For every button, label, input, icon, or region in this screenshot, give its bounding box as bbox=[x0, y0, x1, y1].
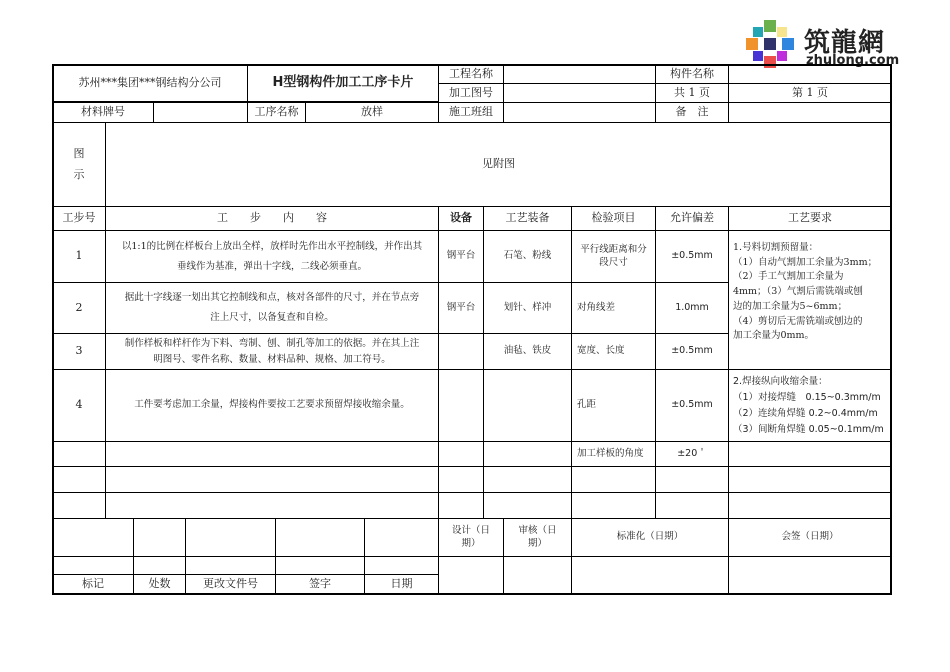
empty-row-2-no bbox=[52, 492, 106, 519]
req1-line-5: （4）剪切后无需铣端或刨边的 bbox=[733, 315, 863, 327]
footer-blank-d1 bbox=[275, 518, 365, 557]
diagram-label bbox=[52, 122, 106, 207]
process-label: 工序名称 bbox=[247, 102, 306, 123]
remark-label: 备 注 bbox=[655, 102, 729, 123]
step-3-content-line2: 明图号、零件名称、数量、材料品种、规格、加工符号。 bbox=[153, 353, 391, 365]
material-value[interactable] bbox=[153, 102, 248, 123]
signature-label: 签字 bbox=[275, 574, 365, 595]
empty-row-1-tooling bbox=[483, 466, 572, 493]
empty-row-2-requirements bbox=[728, 492, 892, 519]
step-2-equipment: 钢平台 bbox=[438, 282, 484, 334]
count-label: 处数 bbox=[133, 574, 186, 595]
step-1-no: 1 bbox=[52, 230, 106, 283]
diagram-label-line1: 图 bbox=[73, 146, 85, 160]
step-5-tooling bbox=[483, 441, 572, 467]
logo-name: 筑龍網 bbox=[804, 28, 886, 58]
req1-line-0: 1.号料切割预留量： bbox=[733, 242, 819, 253]
step-3-tooling: 油毡、铁皮 bbox=[483, 333, 572, 370]
col-equipment: 设备 bbox=[438, 206, 484, 231]
step-2-tooling: 划针、样冲 bbox=[483, 282, 572, 334]
step-5-inspection: 加工样板的角度 bbox=[571, 441, 656, 467]
empty-row-2-tolerance bbox=[655, 492, 729, 519]
drawing-no-value[interactable] bbox=[503, 83, 656, 103]
step-5-requirements bbox=[728, 441, 892, 467]
team-label: 施工班组 bbox=[438, 102, 504, 123]
component-name-label: 构件名称 bbox=[655, 64, 729, 84]
logo-url: zhulong.com bbox=[806, 53, 900, 68]
review-sign-cell[interactable] bbox=[503, 556, 572, 595]
step-3-content bbox=[105, 333, 439, 370]
footer-blank-a1 bbox=[52, 518, 134, 557]
footer-blank-b1 bbox=[133, 518, 186, 557]
step-4-tolerance: ±0.5mm bbox=[655, 369, 729, 442]
process-value: 放样 bbox=[305, 102, 439, 123]
req2-line-3: （3）间断角焊缝 0.05~0.1mm/m bbox=[733, 424, 884, 436]
step-5-no bbox=[52, 441, 106, 467]
material-label: 材料牌号 bbox=[52, 102, 154, 123]
diagram-label-line2: 示 bbox=[73, 167, 85, 181]
step-1-tooling: 石笔、粉线 bbox=[483, 230, 572, 283]
step-1-content-line1: 以1:1的比例在样板台上放出全样，放样时先作出水平控制线，并作出其 bbox=[121, 240, 423, 252]
standard-date-label: 标准化（日期） bbox=[571, 518, 729, 557]
empty-row-1-content bbox=[105, 466, 439, 493]
step-1-content-line2: 垂线作为基准，弹出十字线，二线必须垂直。 bbox=[176, 260, 367, 272]
req1-line-6: 加工余量为0mm。 bbox=[733, 330, 815, 342]
footer-blank-d2 bbox=[275, 556, 365, 575]
empty-row-2-equipment bbox=[438, 492, 484, 519]
empty-row-1-tolerance bbox=[655, 466, 729, 493]
req1-line-1: （1）自动气割加工余量为3mm； bbox=[733, 256, 878, 268]
component-name-value[interactable] bbox=[728, 64, 892, 84]
mark-label: 标记 bbox=[52, 574, 134, 595]
col-step-content: 工 步 内 容 bbox=[105, 206, 439, 231]
drawing-no-label: 加工图号 bbox=[438, 83, 504, 103]
step-2-tolerance: 1.0mm bbox=[655, 282, 729, 334]
step-3-inspection: 宽度、长度 bbox=[571, 333, 656, 370]
total-pages: 共 1 页 bbox=[655, 83, 729, 103]
step-5-content bbox=[105, 441, 439, 467]
col-tooling: 工艺装备 bbox=[483, 206, 572, 231]
step-3-no: 3 bbox=[52, 333, 106, 370]
footer-blank-a2 bbox=[52, 556, 134, 575]
col-requirements: 工艺要求 bbox=[728, 206, 892, 231]
req1-line-3: 4mm；（3）气割后需铣端或刨 bbox=[733, 286, 863, 298]
empty-row-1-no bbox=[52, 466, 106, 493]
step-2-no: 2 bbox=[52, 282, 106, 334]
col-inspection: 检验项目 bbox=[571, 206, 656, 231]
step-1-equipment: 钢平台 bbox=[438, 230, 484, 283]
req2-line-0: 2.焊接纵向收缩余量： bbox=[733, 376, 828, 387]
step-4-no: 4 bbox=[52, 369, 106, 442]
req2-line-1: （1）对接焊缝 0.15~0.3mm/m bbox=[733, 392, 881, 404]
footer-blank-c1 bbox=[185, 518, 276, 557]
doc-no-label: 更改文件号 bbox=[185, 574, 276, 595]
footer-blank-e2 bbox=[364, 556, 439, 575]
standard-sign-cell[interactable] bbox=[571, 556, 729, 595]
requirements-1 bbox=[728, 230, 892, 370]
footer-blank-c2 bbox=[185, 556, 276, 575]
footer-blank-e1 bbox=[364, 518, 439, 557]
step-3-tolerance: ±0.5mm bbox=[655, 333, 729, 370]
step-3-equipment bbox=[438, 333, 484, 370]
company-name: 苏州***集团***钢结构分公司 bbox=[52, 64, 248, 102]
step-4-tooling bbox=[483, 369, 572, 442]
project-name-label: 工程名称 bbox=[438, 64, 504, 84]
req2-line-2: （2）连续角焊缝 0.2~0.4mm/m bbox=[733, 408, 878, 420]
team-value[interactable] bbox=[503, 102, 656, 123]
step-5-tolerance: ±20＇ bbox=[655, 441, 729, 467]
empty-row-1-requirements bbox=[728, 466, 892, 493]
remark-value[interactable] bbox=[728, 102, 892, 123]
step-2-content-line2: 注上尺寸，以备复查和自检。 bbox=[210, 312, 334, 323]
countersign-sign-cell[interactable] bbox=[728, 556, 892, 595]
project-name-value[interactable] bbox=[503, 64, 656, 84]
card-title: H型钢构件加工工序卡片 bbox=[247, 64, 439, 102]
empty-row-2-content bbox=[105, 492, 439, 519]
date-label: 日期 bbox=[364, 574, 439, 595]
col-step-no: 工步号 bbox=[52, 206, 106, 231]
design-date-label: 设计（日期） bbox=[438, 518, 504, 557]
requirements-2 bbox=[728, 369, 892, 442]
req1-line-4: 边的加工余量为5~6mm； bbox=[733, 300, 848, 312]
step-2-content-line1: 据此十字线逐一划出其它控制线和点，核对各部件的尺寸，并在节点旁 bbox=[124, 292, 420, 304]
step-4-equipment bbox=[438, 369, 484, 442]
col-tolerance: 允许偏差 bbox=[655, 206, 729, 231]
step-2-inspection: 对角线差 bbox=[571, 282, 656, 334]
step-1-tolerance: ±0.5mm bbox=[655, 230, 729, 283]
empty-row-2-tooling bbox=[483, 492, 572, 519]
countersign-date-label: 会签（日期） bbox=[728, 518, 892, 557]
step-4-inspection: 孔距 bbox=[571, 369, 656, 442]
diagram-content: 见附图 bbox=[105, 122, 892, 207]
req1-line-2: （2）手工气割加工余量为 bbox=[733, 271, 844, 283]
footer-blank-b2 bbox=[133, 556, 186, 575]
design-sign-cell[interactable] bbox=[438, 556, 504, 595]
step-4-content: 工件要考虑加工余量，焊接构件要按工艺要求预留焊接收缩余量。 bbox=[105, 369, 439, 442]
page-number: 第 1 页 bbox=[728, 83, 892, 103]
step-1-content bbox=[105, 230, 439, 283]
step-1-inspection: 平行线距离和分段尺寸 bbox=[571, 230, 656, 283]
step-3-content-line1: 制作样板和样杆作为下料、弯制、刨、制孔等加工的依据。并在其上注 bbox=[124, 338, 420, 350]
step-5-equipment bbox=[438, 441, 484, 467]
step-2-content bbox=[105, 282, 439, 334]
empty-row-2-inspection bbox=[571, 492, 656, 519]
review-date-label: 审核（日期） bbox=[503, 518, 572, 557]
empty-row-1-inspection bbox=[571, 466, 656, 493]
empty-row-1-equipment bbox=[438, 466, 484, 493]
